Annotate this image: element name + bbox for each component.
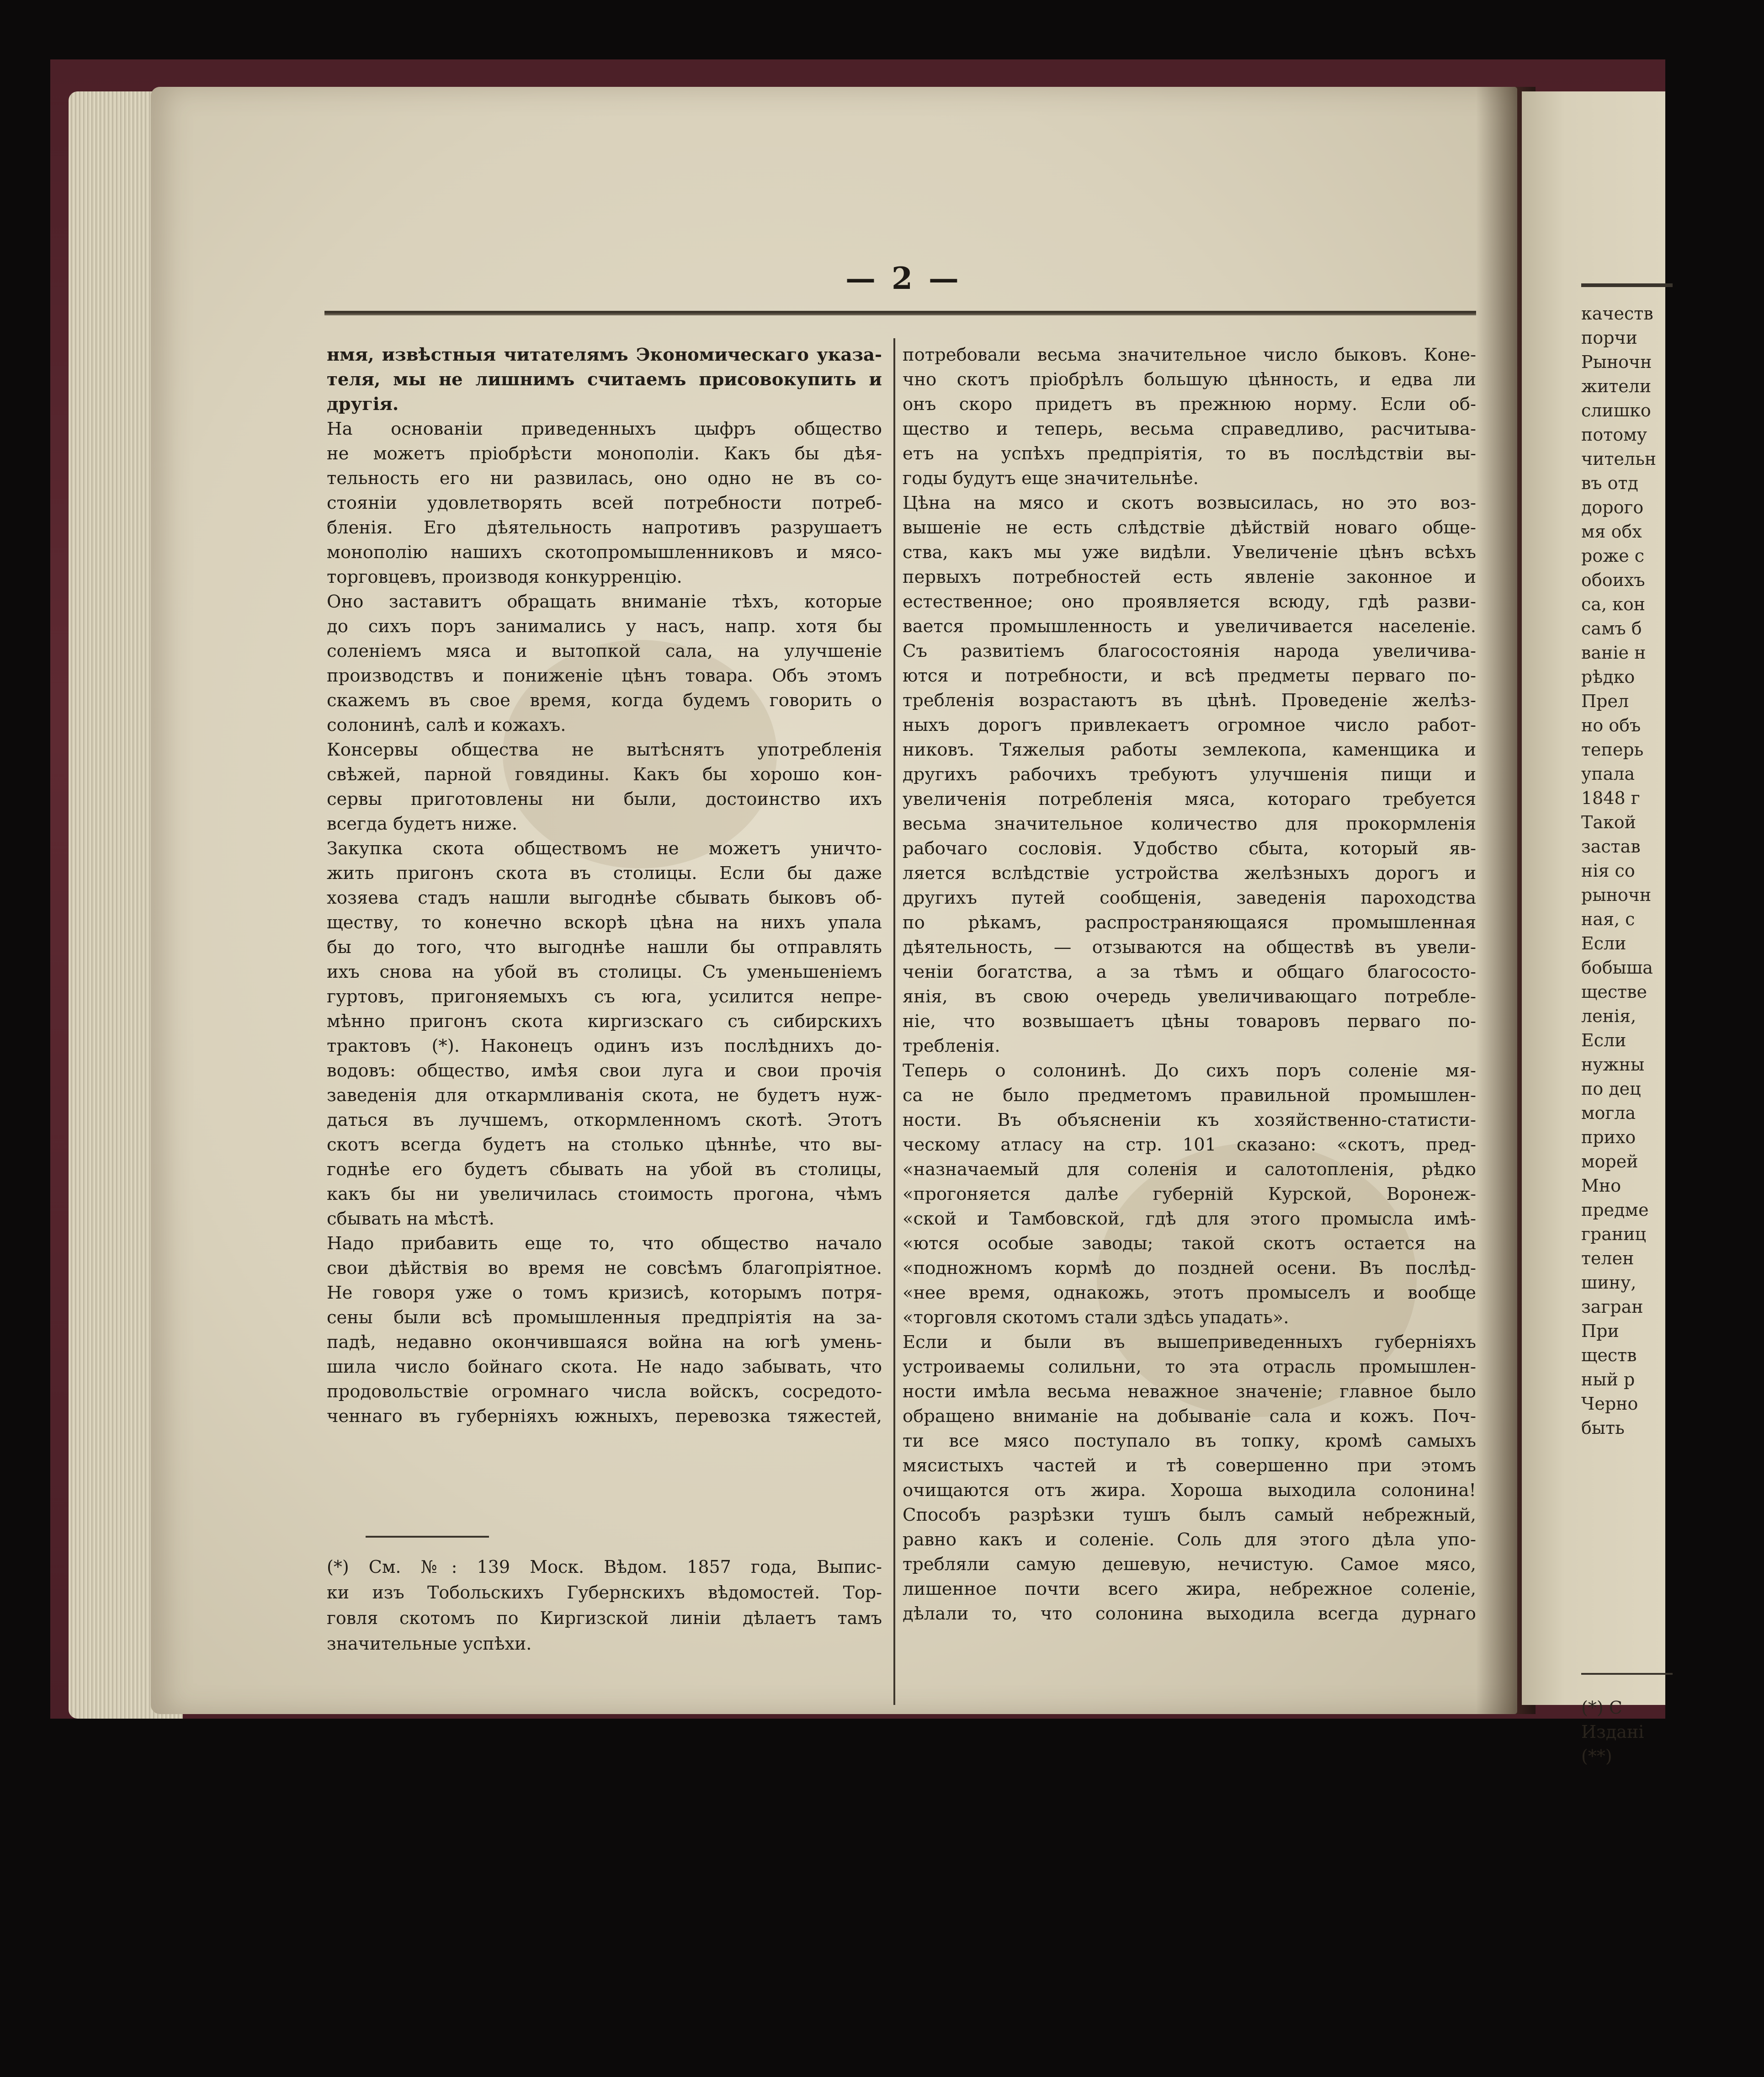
text-line: нмя, извѣстныя читателямъ Экономическаго указа- xyxy=(327,345,882,365)
text-line: Оно заставитъ обращать вниманіе тѣхъ, которые xyxy=(327,591,882,612)
text-line: первыхъ потребностей есть явленіе законное и xyxy=(903,567,1476,587)
text-line: свои дѣйствія во время не совсѣмъ благопріятное. xyxy=(327,1258,882,1278)
text-line: естественное; оно проявляется всюду, гдѣ разви- xyxy=(903,591,1476,612)
text-fragment: обоихъ xyxy=(1581,570,1645,590)
text-line: Не говоря уже о томъ кризисѣ, которымъ потря- xyxy=(327,1283,882,1303)
text-line: Теперь о солонинѣ. До сихъ поръ соленіе мя- xyxy=(903,1060,1476,1081)
next-page-footnote-rule xyxy=(1581,1673,1673,1675)
text-fragment: роже с xyxy=(1581,546,1645,566)
text-line: дѣятельность, — отзываются на обществѣ въ увели- xyxy=(903,937,1476,958)
text-fragment: слишко xyxy=(1581,400,1651,421)
text-line: весьма значительное количество для прокормленія xyxy=(903,814,1476,834)
text-line: ихъ снова на убой въ столицы. Съ уменьшеніемъ xyxy=(327,962,882,982)
text-fragment: предме xyxy=(1581,1200,1649,1220)
text-line: другія. xyxy=(327,394,399,415)
text-fragment: застав xyxy=(1581,836,1641,857)
text-fragment: самъ б xyxy=(1581,618,1642,639)
next-page-partial xyxy=(1522,91,1665,1766)
text-line: ности. Въ объясненіи къ хозяйственно-статисти- xyxy=(903,1110,1476,1130)
text-line: ляется вслѣдствіе устройства желѣзныхъ дорогъ и xyxy=(903,863,1476,884)
text-line: потребовали весьма значительное число быковъ. Коне- xyxy=(903,345,1476,365)
text-line: ности имѣла весьма неважное значеніе; главное было xyxy=(903,1381,1476,1402)
text-line: жить пригонъ скота въ столицы. Если бы даже xyxy=(327,863,882,884)
text-line: говля скотомъ по Киргизской линіи дѣлаетъ тамъ xyxy=(327,1608,882,1628)
text-line: шила число бойнаго скота. Не надо забывать, что xyxy=(327,1357,882,1377)
text-line: «ской и Тамбовской, гдѣ для этого промысла имѣ- xyxy=(903,1209,1476,1229)
text-fragment: ществе xyxy=(1581,982,1647,1002)
text-fragment: чительн xyxy=(1581,449,1657,469)
text-fragment: Прел xyxy=(1581,691,1629,711)
text-line: ніе, что возвышаетъ цѣны товаровъ перваго по- xyxy=(903,1011,1476,1032)
text-line: ства, какъ мы уже видѣли. Увеличеніе цѣнъ всѣхъ xyxy=(903,542,1476,563)
text-fragment: Черно xyxy=(1581,1394,1638,1414)
text-line: ческому атласу на стр. 101 сказано: «скотъ, пред- xyxy=(903,1134,1476,1155)
text-line: всегда будетъ ниже. xyxy=(327,814,518,834)
text-line: дѣлали то, что солонина выходила всегда дурнаго xyxy=(903,1603,1476,1624)
right-column-text xyxy=(903,343,1476,1626)
text-fragment: (*) С xyxy=(1581,1698,1622,1718)
text-line: до сихъ поръ занимались у насъ, напр. хотя бы xyxy=(327,616,882,637)
footnote-rule xyxy=(366,1536,489,1538)
text-fragment: границ xyxy=(1581,1224,1646,1244)
text-fragment: порчи xyxy=(1581,328,1637,348)
text-line: падѣ, недавно окончившаяся война на югѣ умень- xyxy=(327,1332,882,1353)
text-fragment: ленія, xyxy=(1581,1006,1636,1026)
text-fragment: могла xyxy=(1581,1103,1636,1123)
text-line: обращено вниманіе на добываніе сала и кожъ. Поч- xyxy=(903,1406,1476,1427)
text-fragment: морей xyxy=(1581,1151,1638,1172)
text-line: Закупка скота обществомъ не можетъ уничто- xyxy=(327,838,882,859)
text-fragment: по дец xyxy=(1581,1079,1641,1099)
text-line: какъ бы ни увеличилась стоимость прогона, чѣмъ xyxy=(327,1184,882,1204)
text-line: «ются особые заводы; такой скотъ остается на xyxy=(903,1233,1476,1254)
text-fragment: бобыша xyxy=(1581,958,1653,978)
text-fragment: ваніе н xyxy=(1581,643,1646,663)
next-page-footnotes xyxy=(1581,1696,1764,1768)
text-fragment: шину, xyxy=(1581,1273,1636,1293)
text-line: «прогоняется далѣе губерній Курской, Воронеж- xyxy=(903,1184,1476,1204)
text-fragment: Такой xyxy=(1581,812,1636,832)
text-fragment: жители xyxy=(1581,376,1652,396)
text-fragment: качеств xyxy=(1581,304,1653,324)
text-line: «назначаемый для соленія и салотопленія, рѣдко xyxy=(903,1159,1476,1180)
text-line: очищаются отъ жира. Хороша выходила солонина! xyxy=(903,1480,1476,1501)
text-line: продовольствіе огромнаго числа войскъ, сосредото- xyxy=(327,1381,882,1402)
text-line: сервы приготовлены ни были, достоинство ихъ xyxy=(327,789,882,809)
next-page-text xyxy=(1581,302,1764,1440)
text-fragment: При xyxy=(1581,1321,1619,1341)
text-line: соленіемъ мяса и вытопкой сала, на улучшеніе xyxy=(327,641,882,661)
text-fragment: Если xyxy=(1581,1030,1626,1050)
text-line: требляли самую дешевую, нечистую. Самое мясо, xyxy=(903,1554,1476,1575)
text-fragment: прихо xyxy=(1581,1127,1636,1147)
text-fragment: ществ xyxy=(1581,1345,1637,1365)
text-line: (*) См. №: 139 Моск. Вѣдом. 1857 года, Выпис- xyxy=(327,1557,882,1577)
text-line: трактовъ (*). Наконецъ одинъ изъ послѣднихъ до- xyxy=(327,1036,882,1056)
text-line: даться въ лучшемъ, откормленномъ скотѣ. Этотъ xyxy=(327,1110,882,1130)
text-line: мѣнно пригонъ скота киргизскаго съ сибирскихъ xyxy=(327,1011,882,1032)
text-line: сбывать на мѣстѣ. xyxy=(327,1209,494,1229)
text-fragment: въ отд xyxy=(1581,473,1638,493)
text-line: никовъ. Тяжелыя работы землекопа, каменщика и xyxy=(903,740,1476,760)
text-line: ществу, то конечно вскорѣ цѣна на нихъ упала xyxy=(327,912,882,933)
text-line: годы будутъ еще значительнѣе. xyxy=(903,468,1199,489)
footnote-text xyxy=(327,1554,882,1656)
text-line: ти все мясо поступало въ топку, кромѣ самыхъ xyxy=(903,1431,1476,1451)
text-line: бы до того, что выгоднѣе нашли бы отправлять xyxy=(327,937,882,958)
header-rule xyxy=(324,311,1476,315)
text-line: не можетъ пріобрѣсти монополіи. Какъ бы дѣя- xyxy=(327,443,882,464)
text-fragment: Если xyxy=(1581,933,1626,953)
text-line: сены были всѣ промышленныя предпріятія на за- xyxy=(327,1307,882,1328)
text-line: хозяева стадъ нашли выгоднѣе сбывать быковъ об- xyxy=(327,888,882,908)
text-fragment: 1848 г xyxy=(1581,788,1640,808)
text-line: тельность его ни развилась, оно одно не въ со- xyxy=(327,468,882,489)
text-line: рабочаго сословія. Удобство сбыта, который яв- xyxy=(903,838,1476,859)
text-line: На основаніи приведенныхъ цыфръ общество xyxy=(327,419,882,439)
text-line: Способъ разрѣзки тушъ былъ самый небрежный, xyxy=(903,1505,1476,1525)
text-line: ки изъ Тобольскихъ Губернскихъ вѣдомостей. Тор- xyxy=(327,1582,882,1603)
text-line: «торговля скотомъ стали здѣсь упадать». xyxy=(903,1307,1289,1328)
text-line: Надо прибавить еще то, что общество начало xyxy=(327,1233,882,1254)
text-line: по рѣкамъ, распространяющаяся промышленная xyxy=(903,912,1476,933)
text-fragment: Издані xyxy=(1581,1722,1644,1742)
text-line: «нее время, однакожь, этотъ промыселъ и вообще xyxy=(903,1283,1476,1303)
text-line: солонинѣ, салѣ и кожахъ. xyxy=(327,715,566,735)
page-number: — 2 — xyxy=(845,261,962,296)
text-fragment: но объ xyxy=(1581,715,1641,735)
text-line: монополію нашихъ скотопромышленниковъ и мясо- xyxy=(327,542,882,563)
text-fragment: загран xyxy=(1581,1297,1643,1317)
text-line: ченіи богатства, а за тѣмъ и общаго благососто- xyxy=(903,962,1476,982)
text-line: онъ скоро придетъ въ прежнюю норму. Если об- xyxy=(903,394,1476,415)
text-line: вышеніе не есть слѣдствіе дѣйствій новаго обще- xyxy=(903,517,1476,538)
text-fragment: Мно xyxy=(1581,1176,1621,1196)
text-line: ныхъ дорогъ привлекаетъ огромное число работ- xyxy=(903,715,1476,735)
text-line: Если и были въ вышеприведенныхъ губерніяхъ xyxy=(903,1332,1476,1353)
text-fragment: мя обх xyxy=(1581,522,1642,542)
text-fragment: рыночн xyxy=(1581,885,1652,905)
text-line: скажемъ въ свое время, когда будемъ говорить о xyxy=(327,690,882,711)
text-line: янія, въ свою очередь увеличивающаго потребле- xyxy=(903,986,1476,1007)
text-line: значительные успѣхи. xyxy=(327,1634,532,1654)
text-line: чно скотъ пріобрѣлъ большую цѣнность, и едва ли xyxy=(903,369,1476,390)
text-line: гуртовъ, пригоняемыхъ съ юга, усилится непре- xyxy=(327,986,882,1007)
text-line: щество и теперь, весьма справедливо, расчитыва- xyxy=(903,419,1476,439)
text-fragment: са, кон xyxy=(1581,594,1646,614)
text-line: годнѣе его будетъ сбывать на убой въ столицы, xyxy=(327,1159,882,1180)
text-line: торговцевъ, производя конкурренцію. xyxy=(327,567,682,587)
text-line: Цѣна на мясо и скотъ возвысилась, но это воз- xyxy=(903,493,1476,513)
text-fragment: нія со xyxy=(1581,861,1635,881)
text-fragment: ная, с xyxy=(1581,909,1635,929)
text-line: свѣжей, парной говядины. Какъ бы хорошо кон- xyxy=(327,764,882,785)
text-line: требленія возрастаютъ въ цѣнѣ. Проведеніе желѣз- xyxy=(903,690,1476,711)
text-line: са не было предметомъ правильной промышлен- xyxy=(903,1085,1476,1106)
text-fragment: быть xyxy=(1581,1418,1625,1438)
text-fragment: потому xyxy=(1581,425,1647,445)
text-fragment: (**) xyxy=(1581,1746,1612,1766)
text-fragment: упала xyxy=(1581,764,1635,784)
next-page-header-rule xyxy=(1581,283,1673,287)
text-line: устроиваемы солильни, то эта отрасль промышлен- xyxy=(903,1357,1476,1377)
text-fragment: ный р xyxy=(1581,1369,1635,1390)
column-divider xyxy=(893,338,895,1705)
text-fragment: теперь xyxy=(1581,740,1644,760)
text-line: водовъ: общество, имѣя свои луга и свои прочія xyxy=(327,1060,882,1081)
text-line: ченнаго въ губерніяхъ южныхъ, перевозка тяжестей, xyxy=(327,1406,882,1427)
text-line: Консервы общества не вытѣснятъ употребленія xyxy=(327,740,882,760)
text-line: увеличенія потребленія мяса, котораго требуется xyxy=(903,789,1476,809)
left-column-text xyxy=(327,343,882,1429)
text-line: требленія. xyxy=(903,1036,1000,1056)
text-line: лишенное почти всего жира, небрежное соленіе, xyxy=(903,1579,1476,1599)
text-line: теля, мы не лишнимъ считаемъ присовокупить и xyxy=(327,369,882,390)
text-line: бленія. Его дѣятельность напротивъ разрушаетъ xyxy=(327,517,882,538)
text-line: вается промышленность и увеличивается населеніе. xyxy=(903,616,1476,637)
text-fragment: телен xyxy=(1581,1248,1634,1268)
text-line: заведенія для откармливанія скота, не будетъ нуж- xyxy=(327,1085,882,1106)
text-line: стояніи удовлетворять всей потребности потреб- xyxy=(327,493,882,513)
text-line: мясистыхъ частей и тѣ совершенно при этомъ xyxy=(903,1455,1476,1476)
text-line: равно какъ и соленіе. Соль для этого дѣла упо- xyxy=(903,1529,1476,1550)
text-line: другихъ рабочихъ требуютъ улучшенія пищи и xyxy=(903,764,1476,785)
text-line: «подножномъ кормѣ до поздней осени. Въ послѣд- xyxy=(903,1258,1476,1278)
text-line: ются и потребности, и всѣ предметы перваго по- xyxy=(903,666,1476,686)
text-line: Съ развитіемъ благосостоянія народа увеличива- xyxy=(903,641,1476,661)
text-fragment: рѣдко xyxy=(1581,667,1635,687)
text-line: другихъ путей сообщенія, заведенія пароходства xyxy=(903,888,1476,908)
text-fragment: нужны xyxy=(1581,1054,1645,1075)
text-fragment: дорого xyxy=(1581,497,1644,517)
text-fragment: Рыночн xyxy=(1581,352,1652,372)
text-line: етъ на успѣхъ предпріятія, то въ послѣдствіи вы- xyxy=(903,443,1476,464)
text-line: скотъ всегда будетъ на столько цѣннѣе, что вы- xyxy=(327,1134,882,1155)
text-line: производствъ и пониженіе цѣнъ товара. Объ этомъ xyxy=(327,666,882,686)
